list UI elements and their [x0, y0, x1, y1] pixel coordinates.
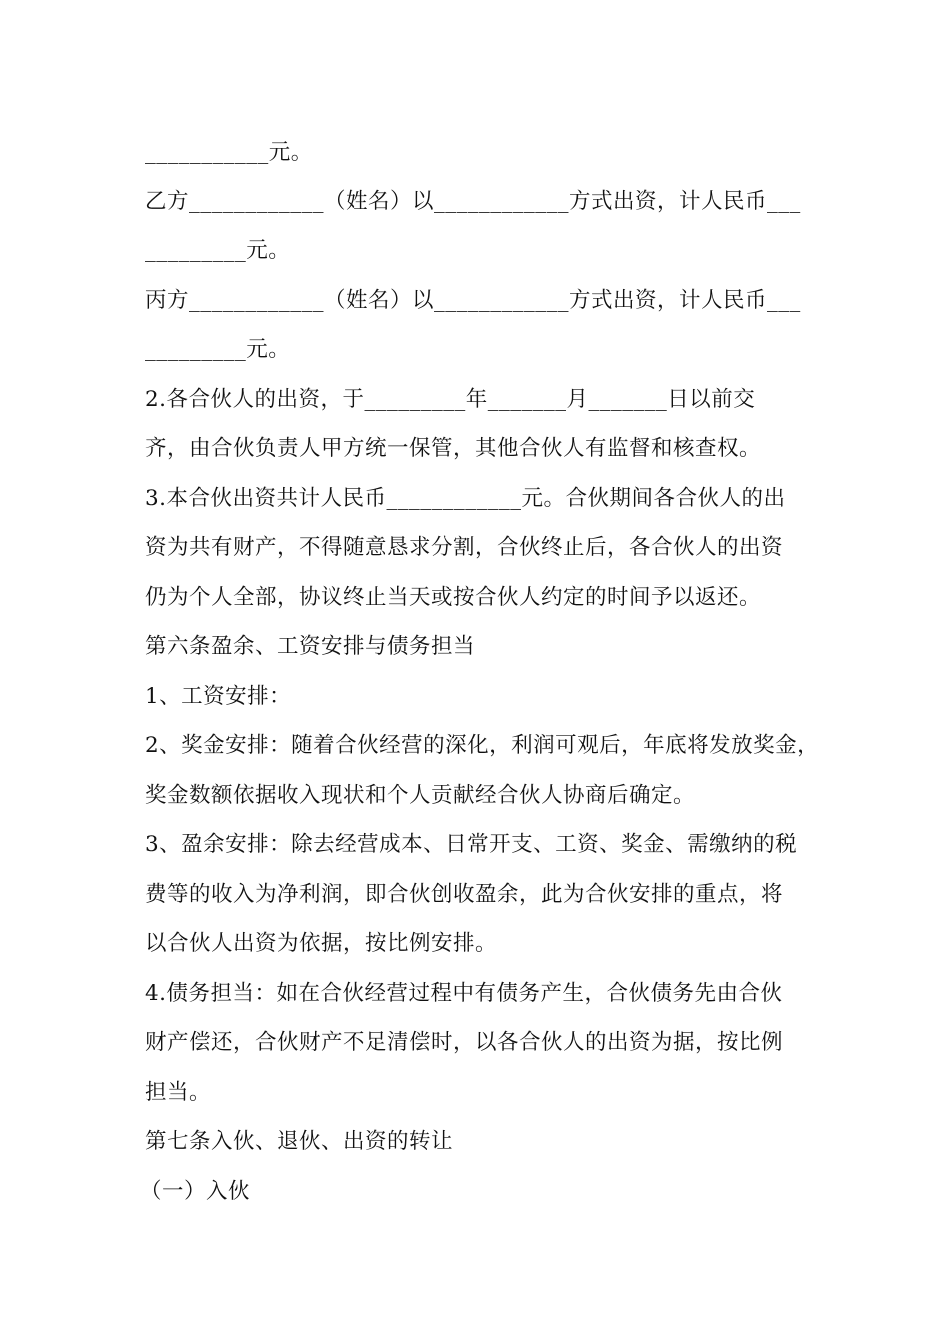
text-line: 仍为个人全部，协议终止当天或按合伙人约定的时间予以返还。: [145, 585, 762, 610]
text-line: 3、盈余安排：除去经营成本、日常开支、工资、奖金、需缴纳的税: [145, 832, 798, 857]
text-line: 1、工资安排：: [145, 684, 292, 709]
text-line: 3.本合伙出资共计人民币____________元。合伙期间各合伙人的出: [145, 486, 786, 511]
text-line: 乙方____________（姓名）以____________方式出资，计人民币___: [145, 189, 801, 214]
text-line: 4.债务担当：如在合伙经营过程中有债务产生，合伙债务先由合伙: [145, 981, 783, 1006]
text-line: 以合伙人出资为依据，按比例安排。: [145, 931, 498, 956]
text-line: 2、奖金安排：随着合伙经营的深化，利润可观后，年底将发放奖金，: [145, 733, 820, 758]
subsection-heading: （一）入伙: [140, 1179, 251, 1204]
text-line: _________元。: [145, 337, 291, 362]
section-heading: 第七条入伙、退伙、出资的转让: [145, 1129, 454, 1154]
text-line: 奖金数额依据收入现状和个人贡献经合伙人协商后确定。: [145, 783, 696, 808]
text-line: 资为共有财产，不得随意恳求分割，合伙终止后，各合伙人的出资: [145, 535, 784, 560]
text-line: 齐，由合伙负责人甲方统一保管，其他合伙人有监督和核查权。: [145, 436, 762, 461]
text-line: ___________元。: [145, 140, 313, 165]
text-line: _________元。: [145, 238, 291, 263]
text-line: 费等的收入为净利润，即合伙创收盈余，此为合伙安排的重点，将: [145, 882, 784, 907]
text-line: 担当。: [145, 1080, 212, 1105]
text-line: 财产偿还，合伙财产不足清偿时，以各合伙人的出资为据，按比例: [145, 1030, 784, 1055]
section-heading: 第六条盈余、工资安排与债务担当: [145, 634, 476, 659]
text-line: 丙方____________（姓名）以____________方式出资，计人民币___: [145, 288, 801, 313]
text-line: 2.各合伙人的出资，于_________年_______月_______日以前交: [145, 387, 756, 412]
